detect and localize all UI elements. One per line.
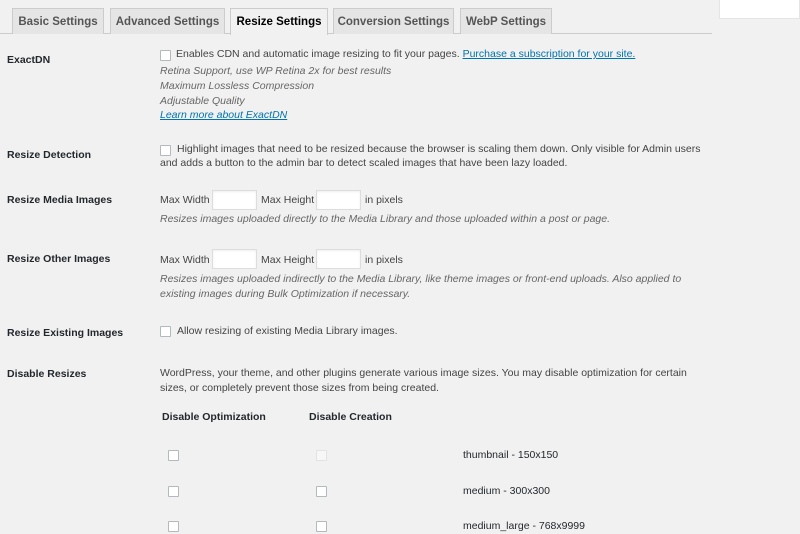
disable-resizes-label: Disable Resizes [7, 368, 87, 380]
other-max-height-input[interactable] [316, 249, 361, 269]
size-name-thumbnail: thumbnail - 150x150 [463, 449, 559, 461]
media-max-width-input[interactable] [212, 190, 257, 210]
tab-advanced-settings[interactable]: Advanced Settings [110, 8, 225, 34]
other-max-height-label: Max Height [261, 254, 315, 266]
resize-existing-checkbox[interactable] [160, 326, 171, 337]
exactdn-checkbox[interactable] [160, 50, 171, 61]
resize-media-desc: Resizes images uploaded directly to the Media Library and those uploaded within a post or page. [160, 213, 611, 225]
resize-other-desc-2: existing images during Bulk Optimization if necessary. [160, 288, 411, 300]
other-max-width-label: Max Width [160, 254, 210, 266]
sidebar-box [719, 0, 800, 19]
exactdn-feature-quality: Adjustable Quality [160, 95, 245, 107]
tab-webp-settings[interactable]: WebP Settings [460, 8, 552, 34]
other-max-width-input[interactable] [212, 249, 257, 269]
resize-detection-checkbox[interactable] [160, 145, 171, 156]
tab-basic-settings[interactable]: Basic Settings [12, 8, 104, 34]
resize-existing-label: Resize Existing Images [7, 327, 124, 339]
media-max-height-input[interactable] [316, 190, 361, 210]
settings-tabs [0, 0, 712, 34]
thumbnail-disable-optimization-checkbox[interactable] [168, 450, 179, 461]
col-disable-optimization: Disable Optimization [162, 411, 266, 423]
exactdn-text [176, 47, 635, 62]
other-unit-label: in pixels [365, 254, 403, 266]
resize-existing-text: Allow resizing of existing Media Library images. [177, 325, 398, 337]
tab-conversion-settings[interactable]: Conversion Settings [333, 8, 454, 34]
media-max-width-label: Max Width [160, 194, 210, 206]
resize-other-label: Resize Other Images [7, 253, 111, 265]
disable-resizes-text-2: sizes, or completely prevent those sizes from being created. [160, 382, 439, 394]
resize-detection-label: Resize Detection [7, 149, 92, 161]
size-name-medium-large: medium_large - 768x9999 [463, 520, 585, 532]
medium-disable-optimization-checkbox[interactable] [168, 486, 179, 497]
learn-more-exactdn-link[interactable]: Learn more about ExactDN [160, 109, 288, 121]
medium-large-disable-creation-checkbox[interactable] [316, 521, 327, 532]
resize-detection-text-2: and adds a button to the admin bar to detect scaled images that have been lazy loaded. [160, 157, 568, 169]
media-unit-label: in pixels [365, 194, 403, 206]
disable-resizes-text-1: WordPress, your theme, and other plugins generate various image sizes. You may disable optimization for certain [160, 367, 687, 379]
col-disable-creation: Disable Creation [309, 411, 392, 423]
exactdn-description: Enables CDN and automatic image resizing to fit your pages. [176, 48, 460, 60]
resize-detection-text-1: Highlight images that need to be resized because the browser is scaling them down. Only visible for Admin users [177, 143, 701, 155]
exactdn-feature-compression: Maximum Lossless Compression [160, 80, 315, 92]
medium-disable-creation-checkbox[interactable] [316, 486, 327, 497]
size-name-medium: medium - 300x300 [463, 485, 550, 497]
exactdn-feature-retina: Retina Support, use WP Retina 2x for best results [160, 65, 392, 77]
exactdn-label: ExactDN [7, 54, 51, 66]
thumbnail-disable-creation-checkbox [316, 450, 327, 461]
media-max-height-label: Max Height [261, 194, 315, 206]
resize-other-desc-1: Resizes images uploaded indirectly to the Media Library, like theme images or front-end uploads. Also applied to [160, 273, 682, 285]
resize-media-label: Resize Media Images [7, 194, 113, 206]
medium-large-disable-optimization-checkbox[interactable] [168, 521, 179, 532]
purchase-subscription-link[interactable]: Purchase a subscription for your site. [462, 48, 636, 60]
tab-resize-settings[interactable]: Resize Settings [230, 8, 328, 35]
